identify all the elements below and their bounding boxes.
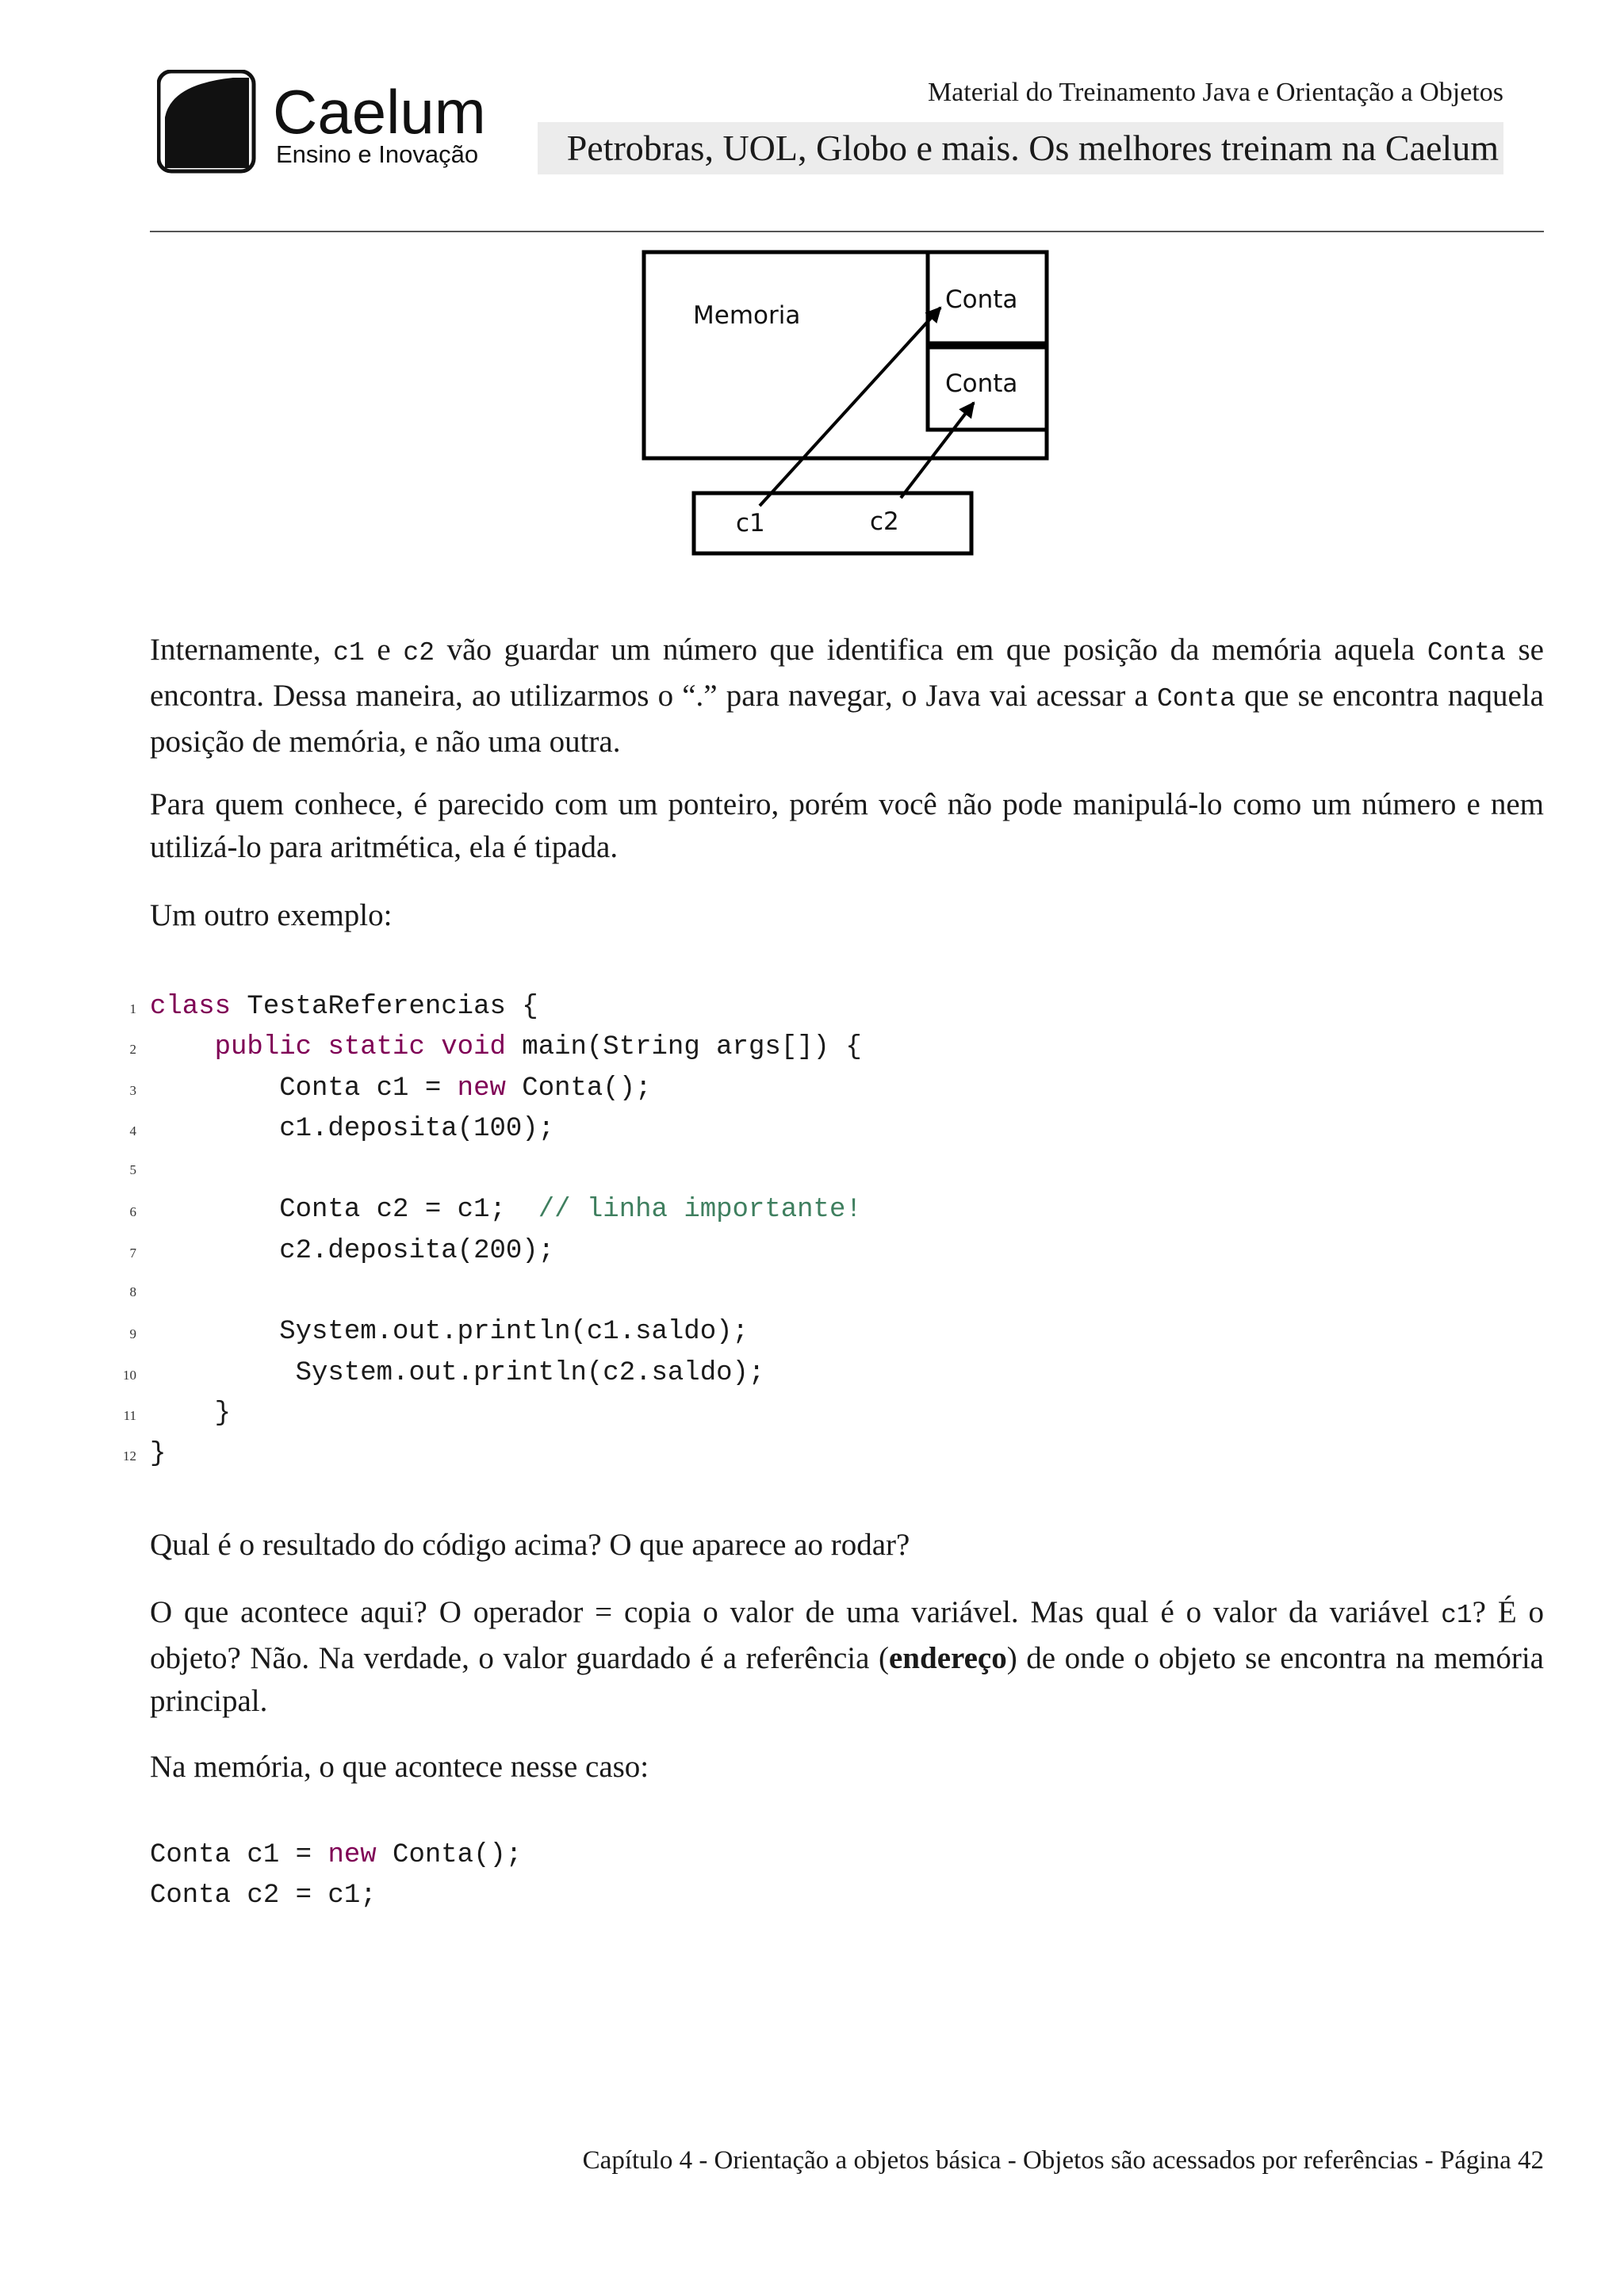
code-text: Conta c2 = c1; // linha importante!	[150, 1195, 862, 1226]
paragraph-internal-reference: Internamente, c1 e c2 vão guardar um número que identifica em que posição da memória aquela Conta se encontra. Dessa maneira, ao utilizarmos o “.” para navegar, o Java vai acessar a Conta que se encontra naquela posição de memória, e não uma outra.	[150, 633, 1544, 759]
code-line	[119, 1231, 1071, 1272]
code-text: System.out.println(c1.saldo);	[150, 1317, 749, 1348]
code-line	[119, 1027, 1071, 1068]
line-number: 10	[123, 1367, 136, 1383]
snippet-line-1: Conta c1 = new Conta();	[150, 1840, 523, 1870]
code-line	[119, 1312, 1071, 1353]
paragraph-memory-case: Na memória, o que acontece nesse caso:	[150, 1750, 649, 1784]
line-number: 3	[129, 1082, 136, 1098]
ref1-label: c1	[736, 509, 765, 538]
paragraph-question: Qual é o resultado do código acima? O que aparece ao rodar?	[150, 1528, 910, 1562]
code-line	[119, 1190, 1071, 1230]
paragraph-pointer-comparison: Para quem conhece, é parecido com um ponteiro, porém você não pode manipulá-lo como um número e nem utilizá-lo para aritmética, ela é tipada.	[150, 787, 1544, 864]
line-number: 6	[129, 1204, 136, 1220]
object1-label: Conta	[945, 285, 1018, 314]
line-number: 9	[129, 1326, 136, 1342]
object2-label: Conta	[945, 369, 1018, 398]
code-line	[119, 1069, 1071, 1109]
line-number: 11	[123, 1407, 136, 1423]
caelum-logo	[157, 70, 490, 174]
svg-text:*: *	[168, 76, 177, 100]
code-text: c2.deposita(200);	[150, 1235, 555, 1266]
code-line	[119, 1150, 1071, 1190]
line-number: 8	[129, 1284, 136, 1300]
code-line	[119, 1434, 1071, 1475]
line-number: 1	[129, 1001, 136, 1016]
header-divider	[150, 231, 1544, 232]
snippet-line-2: Conta c2 = c1;	[150, 1881, 377, 1911]
memory-reference-diagram	[634, 243, 1063, 560]
code-snippet	[150, 1835, 522, 1916]
code-line	[119, 1394, 1071, 1434]
paragraph-explanation: O que acontece aqui? O operador = copia o valor de uma variável. Mas qual é o valor da variável c1? É o objeto? Não. Na verdade, o valor guardado é a referência (endereço) de onde o objeto se encontra na memória principal.	[150, 1595, 1544, 1718]
code-line	[119, 1109, 1071, 1150]
code-text: Conta c1 = new Conta();	[150, 1073, 652, 1104]
page-footer: Capítulo 4 - Orientação a objetos básica - Objetos são acessados por referências - Página 42	[582, 2146, 1544, 2175]
header-slogan: Petrobras, UOL, Globo e mais. Os melhores treinam na Caelum	[538, 122, 1503, 174]
code-text: }	[150, 1398, 232, 1429]
code-line	[119, 1353, 1071, 1394]
header-course-title: Material do Treinamento Java e Orientação a Objetos	[927, 78, 1503, 107]
line-number: 12	[123, 1448, 136, 1464]
line-number: 7	[129, 1245, 136, 1261]
code-text: System.out.println(c2.saldo);	[150, 1357, 765, 1388]
code-text: class TestaReferencias {	[150, 992, 538, 1022]
line-number: 5	[129, 1162, 136, 1178]
paragraph-another-example: Um outro exemplo:	[150, 898, 393, 932]
ref1-arrow	[760, 308, 940, 506]
memory-label: Memoria	[693, 301, 801, 330]
code-text: public static void main(String args[]) {	[214, 1032, 862, 1063]
code-text: c1.deposita(100);	[150, 1113, 555, 1144]
line-number: 4	[129, 1123, 136, 1138]
line-number: 2	[129, 1042, 136, 1058]
code-text: }	[150, 1439, 167, 1470]
logo-name: Caelum	[273, 77, 486, 147]
ref2-label: c2	[870, 507, 899, 536]
code-line	[119, 1272, 1071, 1312]
code-listing	[119, 987, 1071, 1475]
logo-tagline: Ensino e Inovação	[276, 140, 479, 168]
code-line	[119, 987, 1071, 1027]
